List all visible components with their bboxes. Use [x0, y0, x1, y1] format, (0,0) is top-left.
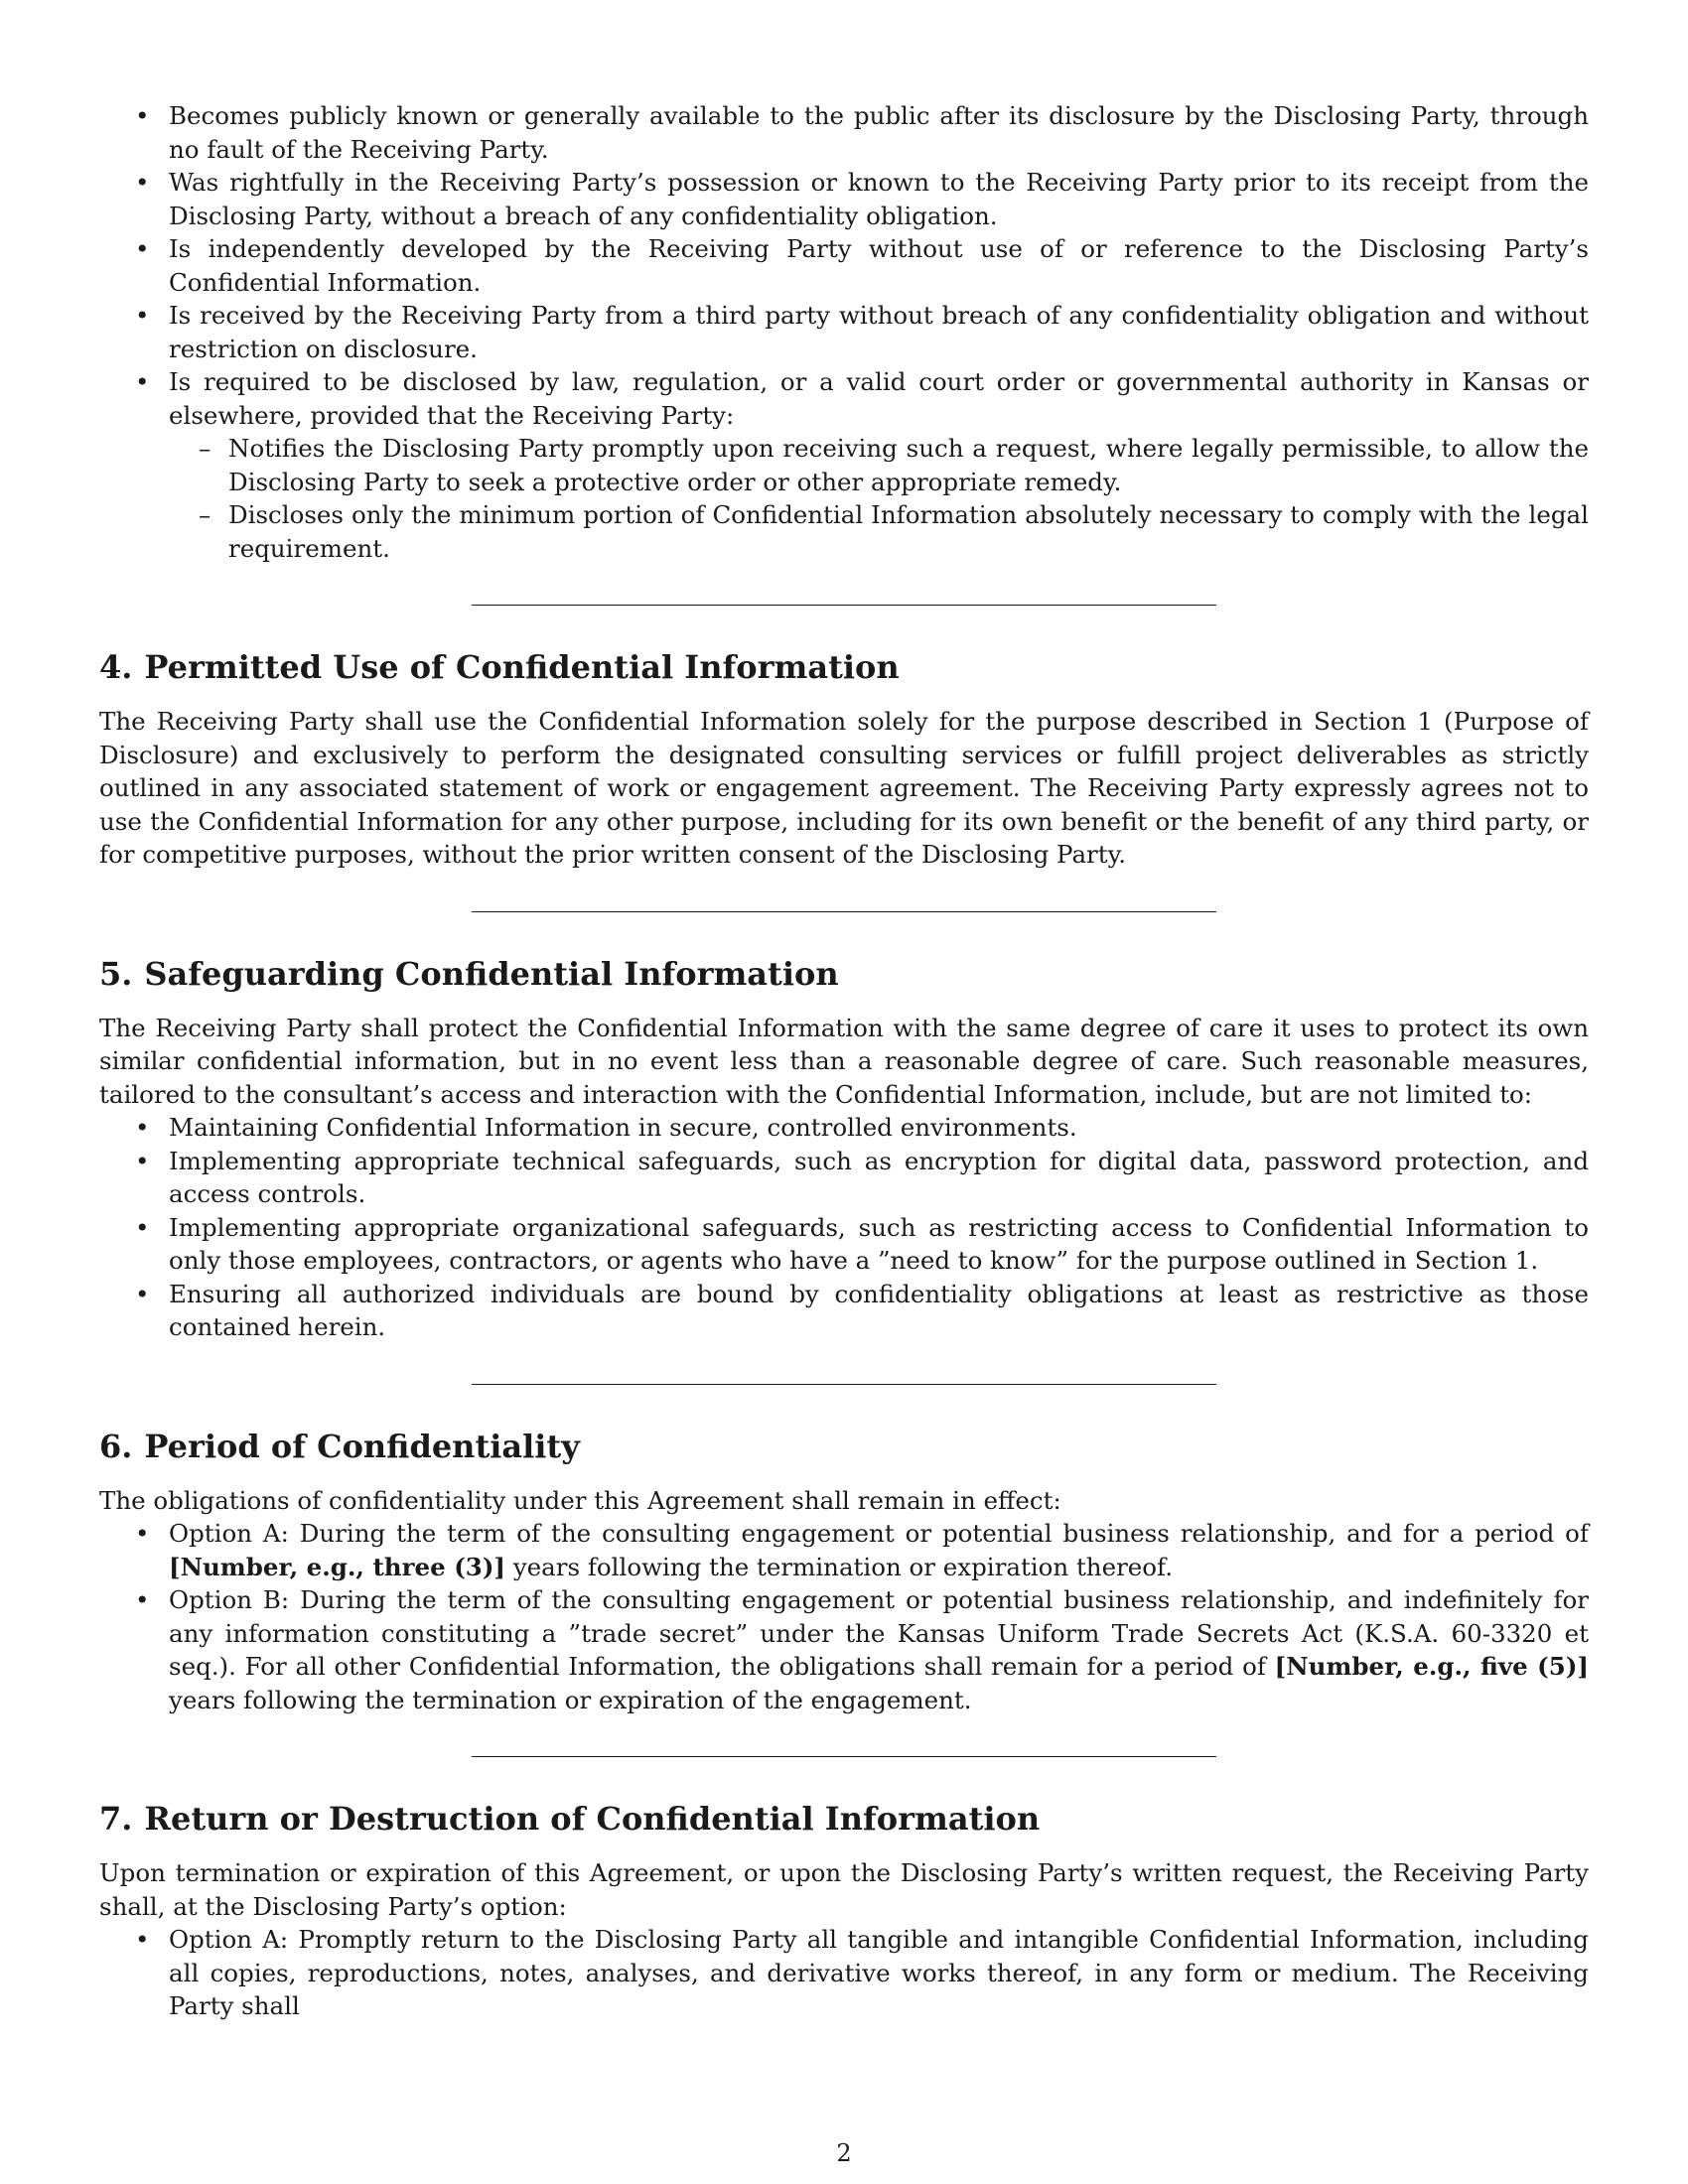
list-item: • Becomes publicly known or generally available to the public after its disclosure by the Disclosing Party, through no fault of the Receiving Party.: [99, 99, 1589, 166]
list-item: • Maintaining Confidential Information in secure, controlled environments.: [99, 1111, 1589, 1145]
list-item: • Was rightfully in the Receiving Party’s possession or known to the Receiving Party prior to its receipt from the Disclosing Party, without a breach of any confidentiality obligation.: [99, 166, 1589, 232]
section-heading: [99, 647, 1589, 687]
list-item: [99, 365, 1589, 565]
section-divider: [472, 1384, 1216, 1385]
option-text: Option A: During the term of the consulting engagement or potential business relationship, and for a period of: [169, 1519, 1589, 1548]
option-text: years following the termination or expiration of the engagement.: [169, 1685, 972, 1714]
exclusions-list: [99, 99, 1589, 565]
sub-list-item: – Notifies the Disclosing Party promptly upon receiving such a request, where legally permissible, to allow the Disclosing Party to seek a protective order or other appropriate remedy.: [169, 432, 1589, 498]
list-item: • Is independently developed by the Receiving Party without use of or reference to the Disclosing Party’s Confidential Information.: [99, 232, 1589, 299]
list-item: • Is received by the Receiving Party from a third party without breach of any confidentiality obligation and without restriction on disclosure.: [99, 299, 1589, 365]
section-paragraph: Upon termination or expiration of this Agreement, or upon the Disclosing Party’s written request, the Receiving Party shall, at the Disclosing Party’s option:: [99, 1858, 1589, 1921]
section-title: Return or Destruction of Confidential Information: [144, 1800, 1041, 1838]
sub-list-item: – Discloses only the minimum portion of Confidential Information absolutely necessary to comply with the legal requirement.: [169, 498, 1589, 565]
list-item-text: Is required to be disclosed by law, regulation, or a valid court order or governmental authority in Kansas or elsewhere, provided that the Receiving Party:: [169, 367, 1589, 430]
option-text: Option B: During the term of the consulting engagement or potential business relationship, and indefinitely for any information constituting a ”trade secret” under the Kansas Uniform Trade Secrets Act (K.S.A. 60-3320 et seq.). For all other Confidential Information, the obligations shall remain for a period of: [169, 1585, 1589, 1681]
section-heading: [99, 954, 1589, 994]
section-title: Permitted Use of Confidential Information: [144, 648, 900, 686]
list-item: • Implementing appropriate organizational safeguards, such as restricting access to Confidential Information to only those employees, contractors, or agents who have a ”need to know” for the purpose outlined in Section 1.: [99, 1211, 1589, 1278]
option-text: years following the termination or expiration thereof.: [505, 1552, 1174, 1581]
return-options-list: [99, 1923, 1589, 2023]
section-title: Safeguarding Confidential Information: [144, 954, 839, 993]
section-number: 6.: [99, 1427, 133, 1465]
list-item: [99, 1517, 1589, 1583]
section-number: 4.: [99, 648, 133, 686]
period-options-list: [99, 1517, 1589, 1716]
section-heading: [99, 1427, 1589, 1466]
safeguards-list: [99, 1111, 1589, 1344]
list-item: [99, 1583, 1589, 1716]
section-divider: [472, 605, 1216, 606]
section-heading: [99, 1799, 1589, 1839]
sub-list: [169, 432, 1589, 565]
page-number: 2: [836, 2139, 852, 2167]
list-item: • Ensuring all authorized individuals are bound by confidentiality obligations at least as restrictive as those contained herein.: [99, 1278, 1589, 1344]
section-divider: [472, 911, 1216, 912]
document-body: [99, 99, 1589, 2023]
section-paragraph: The Receiving Party shall use the Confidential Information solely for the purpose described in Section 1 (Purpose of Disclosure) and exclusively to perform the designated consulting services or fulfill project deliverables as strictly outlined in any associated statement of work or engagement agreement. The Receiving Party expressly agrees not to use the Confidential Information for any other purpose, including for its own benefit or the benefit of any third party, or for competitive purposes, without the prior written consent of the Disclosing Party.: [99, 707, 1589, 869]
list-item: • Implementing appropriate technical safeguards, such as encryption for digital data, password protection, and access controls.: [99, 1145, 1589, 1211]
section-paragraph: The Receiving Party shall protect the Confidential Information with the same degree of care it uses to protect its own similar confidential information, but in no event less than a reasonable degree of care. Such reasonable measures, tailored to the consultant’s access and interaction with the Confidential Information, include, but are not limited to:: [99, 1013, 1589, 1109]
placeholder-bold: [Number, e.g., five (5)]: [1274, 1652, 1590, 1681]
section-number: 7.: [99, 1800, 133, 1838]
section-title: Period of Confidentiality: [144, 1427, 580, 1465]
list-item: • Option A: Promptly return to the Disclosing Party all tangible and intangible Confidential Information, including all copies, reproductions, notes, analyses, and derivative works thereof, in any form or medium. The Receiving Party shall: [99, 1923, 1589, 2023]
section-paragraph: The obligations of confidentiality under this Agreement shall remain in effect:: [99, 1485, 1061, 1515]
section-divider: [472, 1756, 1216, 1757]
placeholder-bold: [Number, e.g., three (3)]: [169, 1552, 506, 1581]
section-number: 5.: [99, 954, 133, 993]
